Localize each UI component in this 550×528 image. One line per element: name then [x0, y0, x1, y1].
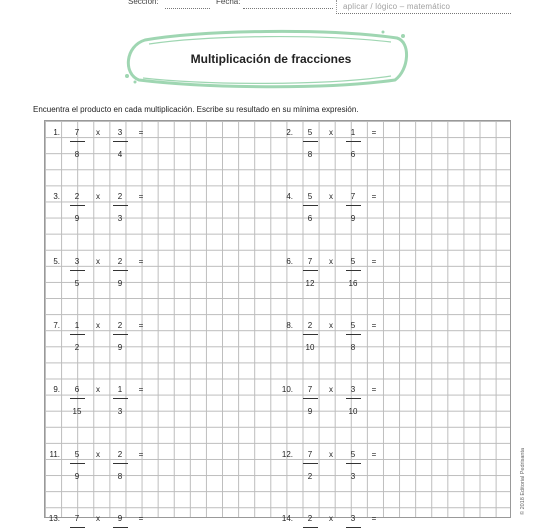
equals-sign: = [138, 256, 144, 266]
fraction-b-numerator: 5 [350, 320, 356, 330]
fraction-b-denominator: 10 [348, 407, 358, 417]
fraction-a-numerator: 2 [307, 320, 313, 330]
times-sign: x [329, 256, 333, 266]
fraction-b-bar [113, 398, 128, 399]
copyright-note: © 2018 Editorial Pedrisanta [520, 447, 526, 515]
fraction-a-denominator: 8 [74, 150, 80, 159]
exercise-number: 12. [281, 449, 293, 459]
fraction-b-denominator: 3 [117, 214, 123, 224]
fraction-a-bar [303, 334, 318, 335]
fraction-a-bar [70, 398, 85, 399]
fraction-b-numerator: 2 [117, 256, 123, 266]
fraction-a-numerator: 1 [74, 320, 80, 330]
equals-sign: = [138, 320, 144, 330]
fraction-b-bar [113, 141, 128, 142]
fraction-b-bar [346, 463, 361, 464]
fraction-b-numerator: 5 [350, 449, 356, 459]
equals-sign: = [138, 513, 144, 523]
fraction-b-denominator: 4 [117, 150, 123, 159]
times-sign: x [96, 449, 100, 459]
date-label: Fecha: [216, 0, 241, 6]
instructions: Encuentra el producto en cada multiplicación. Escribe su resultado en su mínima expresión. [33, 105, 359, 114]
fraction-a-denominator: 5 [74, 278, 80, 288]
fraction-b-bar [346, 334, 361, 335]
fraction-b-bar [113, 463, 128, 464]
fraction-b-numerator: 2 [117, 320, 123, 330]
fraction-b-bar [113, 334, 128, 335]
section-label: Sección: [128, 0, 159, 6]
fraction-a-bar [70, 141, 85, 142]
fraction-a-bar [303, 463, 318, 464]
fraction-a-denominator: 10 [305, 342, 315, 352]
fraction-b-denominator: 6 [350, 150, 356, 159]
exercise-number: 3. [53, 192, 60, 202]
fraction-a-bar [303, 270, 318, 271]
exercise-number: 10. [281, 385, 293, 395]
fraction-a-bar [303, 398, 318, 399]
exercise-number: 8. [286, 320, 293, 330]
fraction-b-numerator: 7 [350, 192, 356, 202]
fraction-a-numerator: 5 [307, 128, 313, 137]
fraction-a-denominator: 9 [74, 214, 80, 224]
fraction-b-denominator: 9 [117, 278, 123, 288]
fraction-b-numerator: 2 [117, 449, 123, 459]
exercise-number: 9. [53, 385, 60, 395]
fraction-b-numerator: 2 [117, 192, 123, 202]
fraction-a-numerator: 7 [74, 513, 80, 523]
fraction-b-denominator: 3 [117, 407, 123, 417]
fraction-a-denominator: 9 [307, 407, 313, 417]
fraction-a-numerator: 5 [307, 192, 313, 202]
times-sign: x [329, 128, 333, 137]
equals-sign: = [371, 385, 377, 395]
fraction-b-bar [346, 205, 361, 206]
times-sign: x [329, 449, 333, 459]
fraction-b-denominator: 8 [350, 342, 356, 352]
fraction-a-bar [70, 205, 85, 206]
fraction-a-numerator: 2 [307, 513, 313, 523]
fraction-a-denominator: 15 [72, 407, 82, 417]
times-sign: x [329, 385, 333, 395]
fraction-b-bar [113, 205, 128, 206]
fraction-b-numerator: 1 [350, 128, 356, 137]
fraction-a-denominator: 8 [307, 150, 313, 159]
page-title: Multiplicación de fracciones [190, 52, 352, 66]
exercise-number: 6. [286, 256, 293, 266]
times-sign: x [96, 320, 100, 330]
fraction-a-denominator: 12 [305, 278, 315, 288]
fraction-a-denominator: 2 [307, 471, 313, 481]
fraction-a-numerator: 7 [307, 385, 313, 395]
fraction-b-denominator: 3 [350, 471, 356, 481]
fraction-a-numerator: 7 [74, 128, 80, 137]
fraction-b-denominator: 9 [117, 342, 123, 352]
fraction-a-denominator: 6 [307, 214, 313, 224]
exercise-number: 11. [49, 449, 60, 459]
fraction-b-numerator: 3 [117, 128, 123, 137]
exercise-number: 7. [53, 320, 60, 330]
fraction-b-numerator: 3 [350, 513, 356, 523]
fraction-b-numerator: 5 [350, 256, 356, 266]
exercise-number: 2. [286, 128, 293, 137]
fraction-a-bar [70, 463, 85, 464]
fraction-b-numerator: 9 [117, 513, 123, 523]
fraction-a-numerator: 6 [74, 385, 80, 395]
exercise-number: 14. [281, 513, 293, 523]
exercise-number: 13. [48, 513, 60, 523]
fraction-b-bar [346, 270, 361, 271]
equals-sign: = [138, 449, 144, 459]
fraction-a-bar [70, 334, 85, 335]
fraction-b-bar [113, 270, 128, 271]
times-sign: x [329, 320, 333, 330]
fraction-a-numerator: 7 [307, 449, 313, 459]
equals-sign: = [371, 192, 377, 202]
fraction-a-numerator: 3 [74, 256, 80, 266]
fraction-b-bar [346, 398, 361, 399]
equals-sign: = [138, 128, 144, 137]
fraction-a-bar [303, 141, 318, 142]
equals-sign: = [371, 128, 377, 137]
fraction-a-denominator: 9 [74, 471, 80, 481]
fraction-a-bar [70, 270, 85, 271]
fraction-a-denominator: 2 [74, 342, 80, 352]
equals-sign: = [138, 385, 144, 395]
equals-sign: = [371, 320, 377, 330]
fraction-b-bar [346, 141, 361, 142]
times-sign: x [96, 128, 100, 137]
exercise-number: 1. [53, 128, 60, 137]
fraction-a-numerator: 2 [74, 192, 80, 202]
fraction-b-numerator: 3 [350, 385, 356, 395]
fraction-b-denominator: 16 [348, 278, 358, 288]
times-sign: x [329, 513, 333, 523]
exercise-number: 4. [286, 192, 293, 202]
times-sign: x [96, 192, 100, 202]
fraction-a-numerator: 7 [307, 256, 313, 266]
times-sign: x [329, 192, 333, 202]
equals-sign: = [371, 513, 377, 523]
header-subtitle: aplicar / lógico – matemático [343, 2, 451, 11]
times-sign: x [96, 385, 100, 395]
equals-sign: = [371, 256, 377, 266]
equals-sign: = [138, 192, 144, 202]
times-sign: x [96, 256, 100, 266]
fraction-b-denominator: 9 [350, 214, 356, 224]
times-sign: x [96, 513, 100, 523]
exercise-number: 5. [53, 256, 60, 266]
fraction-a-bar [303, 205, 318, 206]
fraction-b-numerator: 1 [117, 385, 123, 395]
equals-sign: = [371, 449, 377, 459]
fraction-a-numerator: 5 [74, 449, 80, 459]
fraction-b-denominator: 8 [117, 471, 123, 481]
